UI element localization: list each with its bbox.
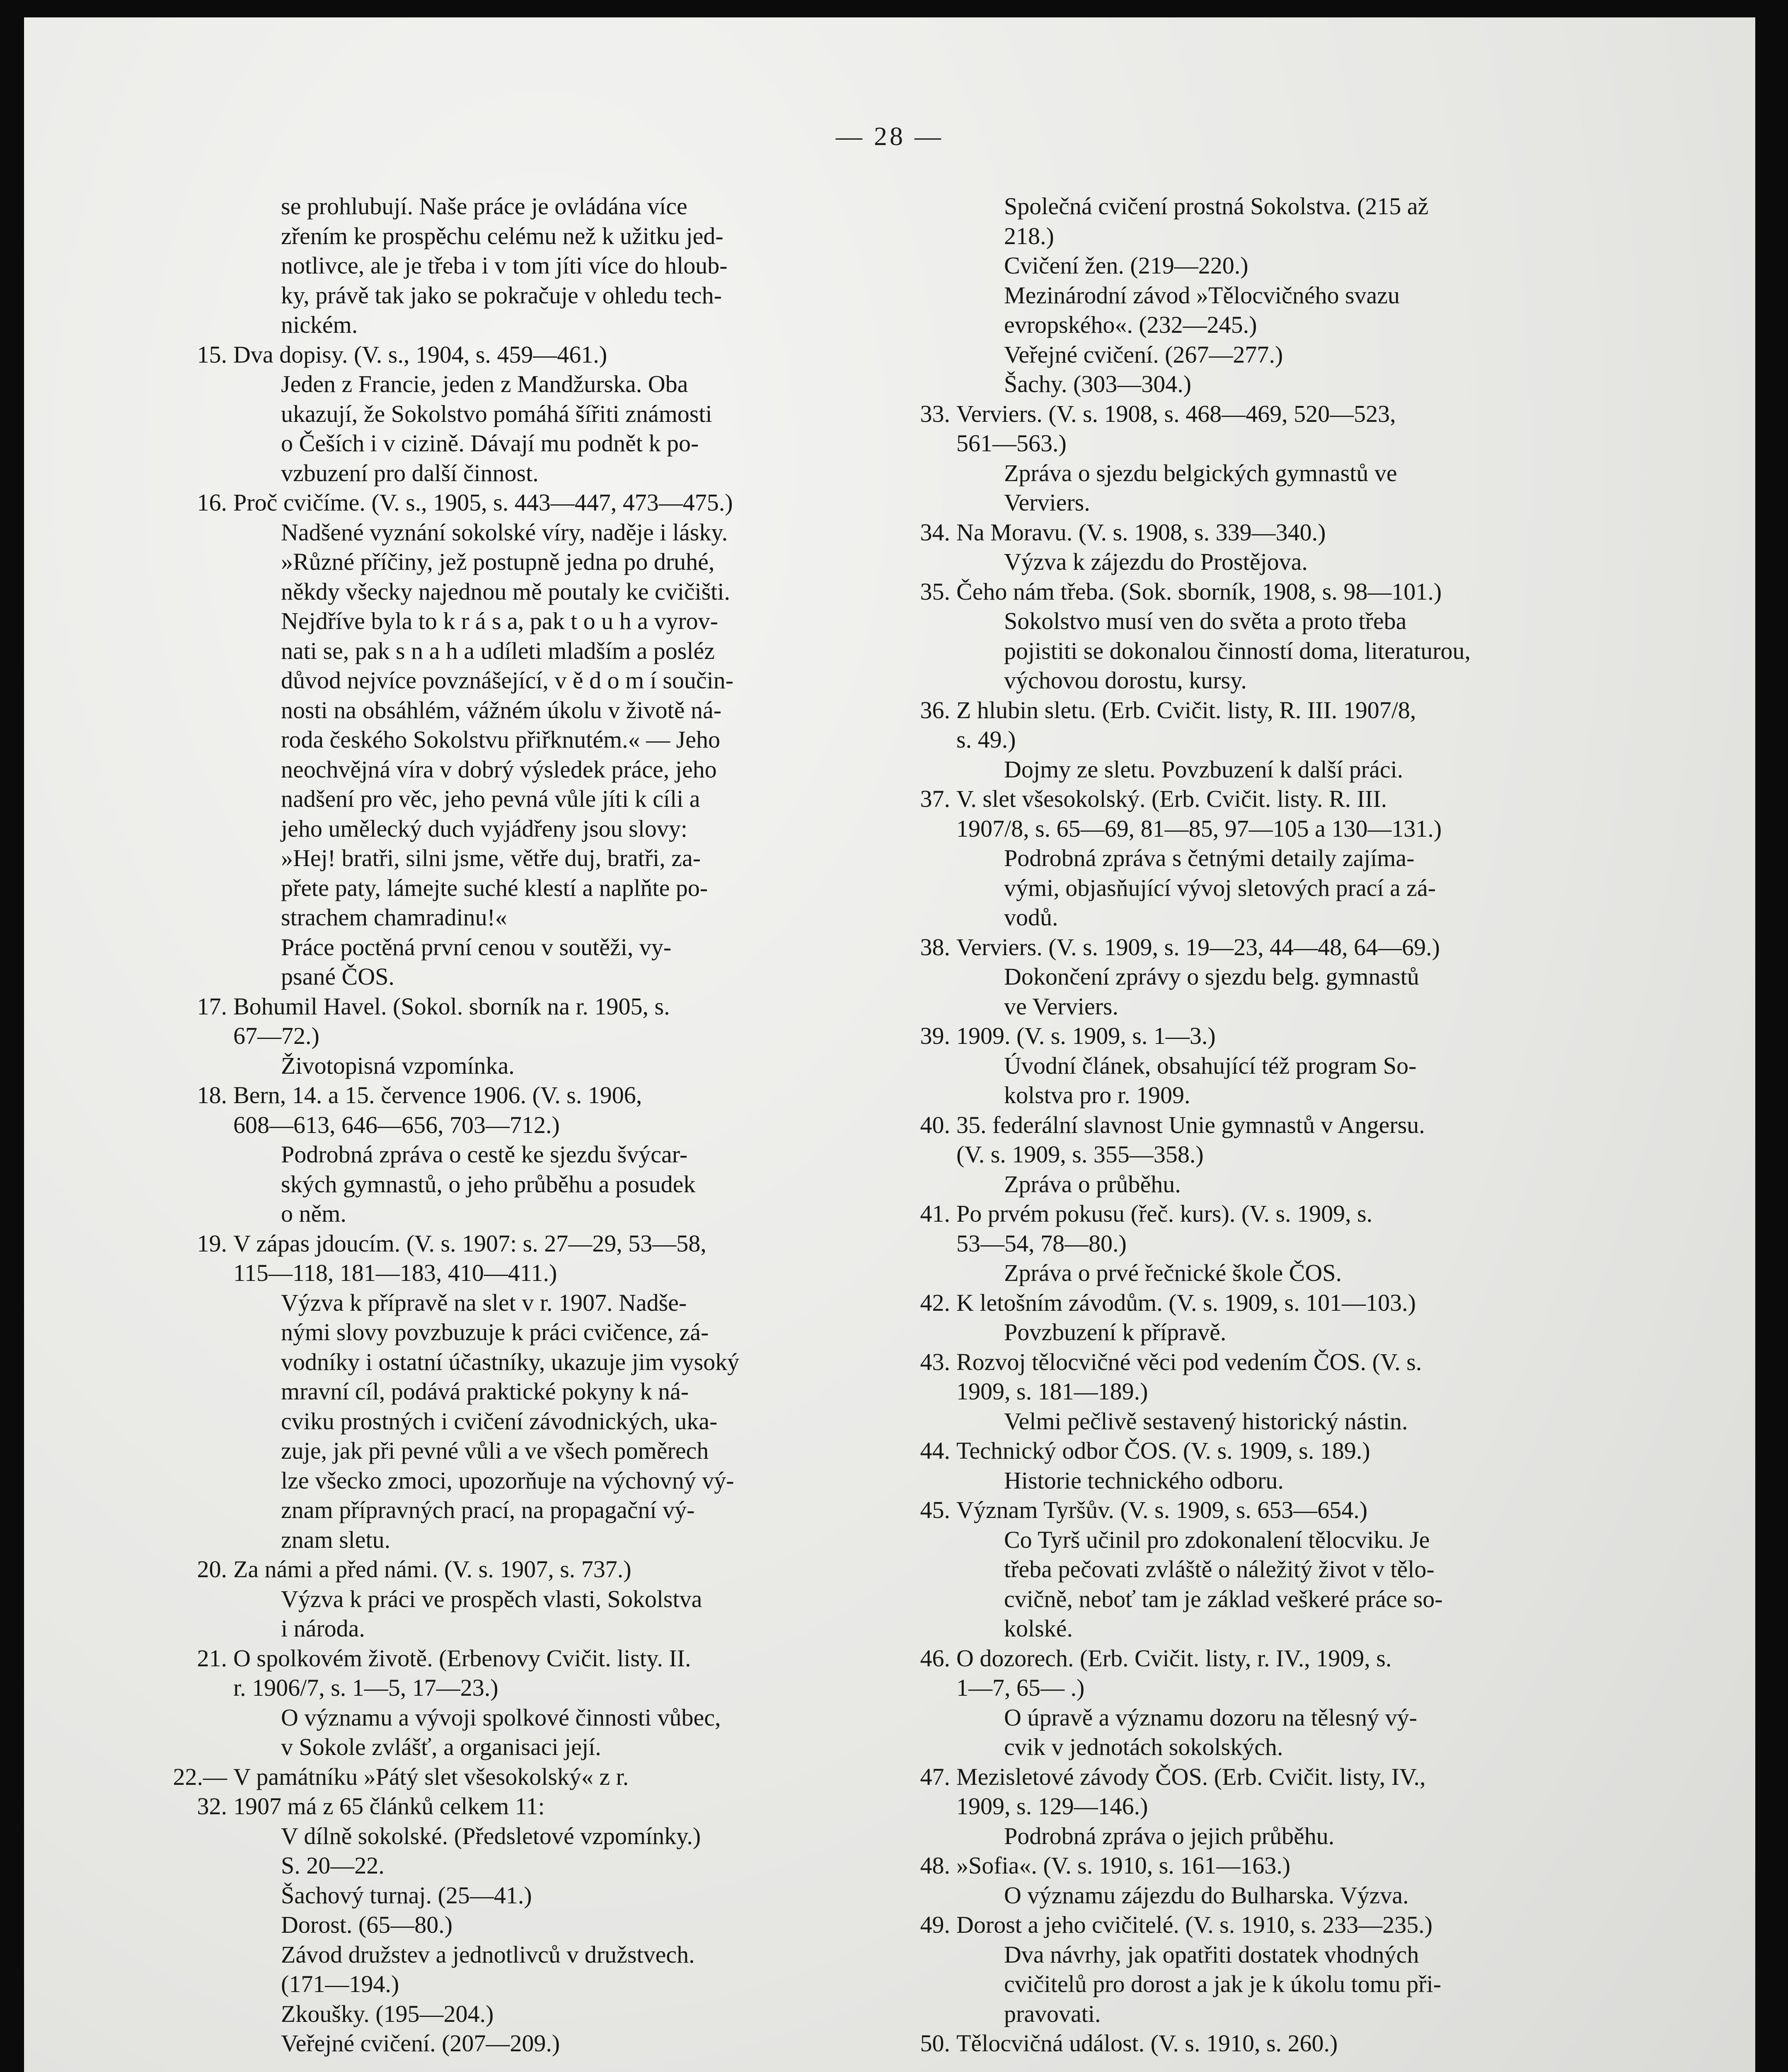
entry-description-line: neochvějná víra v dobrý výsledek práce, jeho — [281, 755, 717, 783]
entry-number: 44. — [920, 1437, 950, 1464]
entry-description-line: vzbuzení pro další činnost. — [281, 459, 539, 487]
entry-number: 22.—32. — [173, 1763, 227, 1820]
entry-number: 46. — [920, 1644, 950, 1672]
entry-number: 18. — [197, 1082, 227, 1109]
entry-description-line: přete paty, lámejte suché klestí a naplňte po- — [281, 874, 708, 901]
entry-description-line: Nejdříve byla to k r á s a, pak t o u h a vyrov- — [281, 608, 718, 634]
entry-description-line: Veřejné cvičení. (207—209.) — [281, 2030, 560, 2057]
entry-description-line: lze všecko zmoci, upozorňuje na výchovný vý- — [281, 1467, 734, 1494]
bibliography-entry — [920, 1199, 1668, 1288]
entry-description-line: nými slovy povzbuzuje k práci cvičence, zá- — [281, 1319, 709, 1346]
continuation-line: ky, právě tak jako se pokračuje v ohledu tech- — [281, 281, 722, 309]
entry-description-line: Zpráva o sjezdu belgických gymnastů ve — [1004, 459, 1397, 487]
entry-number: 19. — [197, 1230, 227, 1257]
entry-title-line: Bohumil Havel. (Sokol. sborník na r. 1905, s. — [233, 992, 670, 1020]
entry-title-line: 1—7, 65— .) — [956, 1674, 1085, 1701]
entry-title-line: Rozvoj tělocvičné věci pod vedením ČOS. (V. s. — [956, 1348, 1422, 1375]
continuation-line: Šachy. (303—304.) — [1004, 370, 1192, 397]
continuation-line: Cvičení žen. (219—220.) — [1004, 252, 1248, 279]
entry-description-line: kolské. — [1004, 1615, 1073, 1642]
entry-description-line: Výzva k zájezdu do Prostějova. — [1004, 548, 1308, 575]
entry-description-line: znam přípravných prací, na propagační vý- — [281, 1496, 695, 1523]
continuation-line: Veřejné cvičení. (267—277.) — [1004, 341, 1283, 368]
entry-number: 45. — [920, 1496, 950, 1523]
entry-number: 35. — [920, 578, 950, 605]
bibliography-entry — [920, 932, 1668, 1021]
entry-description-line: Zpráva o průběhu. — [1004, 1170, 1181, 1198]
entry-description-line: Závod družstev a jednotlivců v družstvech. — [281, 1941, 695, 1968]
entry-number: 38. — [920, 933, 950, 961]
entry-description-line: vodů. — [1004, 904, 1058, 931]
continuation-line: zřením ke prospěchu celému než k užitku jed- — [281, 222, 723, 249]
entry-title-line: s. 49.) — [956, 726, 1016, 753]
entry-title-line: Po prvém pokusu (řeč. kurs). (V. s. 1909, s. — [956, 1200, 1373, 1227]
bibliography-entry — [920, 1436, 1668, 1495]
entry-description-line: v Sokole zvlášť, a organisaci její. — [281, 1733, 601, 1760]
entry-description-line: ukazují, že Sokolstvo pomáhá šířiti známosti — [281, 400, 712, 427]
entry-description-line: zuje, jak při pevné vůli a ve všech poměrech — [281, 1437, 709, 1464]
entry-title-line: 1907 má z 65 článků celkem 11: — [233, 1793, 545, 1820]
entry-description-line: Jeden z Francie, jeden z Mandžurska. Oba — [281, 370, 688, 397]
entry-title-line: V zápas jdoucím. (V. s. 1907: s. 27—29, 53—58, — [233, 1230, 706, 1257]
entry-number: 50. — [920, 2030, 950, 2057]
entry-title-line: O dozorech. (Erb. Cvičit. listy, r. IV., 1909, s. — [956, 1644, 1392, 1672]
entry-description-line: Historie technického odboru. — [1004, 1467, 1284, 1494]
entry-description-line: O úpravě a významu dozoru na tělesný vý- — [1004, 1704, 1417, 1731]
entry-description-line: někdy všecky najednou mě poutaly ke cvičišti. — [281, 578, 730, 605]
page-number: — 28 — — [836, 121, 944, 151]
entry-description-line: ských gymnastů, o jeho průběhu a posudek — [281, 1170, 696, 1198]
bibliography-entry — [920, 1851, 1668, 1910]
bibliography-entry — [197, 340, 937, 488]
entry-description-line: pravovati. — [1004, 2000, 1101, 2027]
entry-description-line: Velmi pečlivě sestavený historický nástin. — [1004, 1407, 1408, 1435]
entry-description-line: znam sletu. — [281, 1526, 391, 1553]
entry-description-line: cvičně, neboť tam je základ veškeré práce so- — [1004, 1585, 1443, 1612]
bibliography-entry — [197, 992, 937, 1081]
entry-number: 48. — [920, 1852, 950, 1879]
entry-title-line: Technický odbor ČOS. (V. s. 1909, s. 189.) — [956, 1437, 1370, 1464]
entry-title-line: O spolkovém životě. (Erbenovy Cvičit. listy. II. — [233, 1644, 691, 1672]
entry-description-line: O významu a vývoji spolkové činnosti vůbec, — [281, 1704, 721, 1731]
entry-description-line: Co Tyrš učinil pro zdokonalení tělocviku. Je — [1004, 1526, 1430, 1553]
entry-description-line: důvod nejvíce povznášející, v ě d o m í součin- — [281, 667, 734, 694]
entry-number: 41. — [920, 1200, 950, 1227]
continuation-line: notlivce, ale je třeba i v tom jíti více do hloub- — [281, 252, 728, 279]
entry-title-line: 1909, s. 129—146.) — [956, 1793, 1148, 1820]
entry-description-line: kolstva pro r. 1909. — [1004, 1082, 1190, 1109]
entry-description-line: Úvodní článek, obsahující též program So- — [1004, 1052, 1417, 1079]
entry-description-line: ve Verviers. — [1004, 992, 1118, 1020]
bibliography-entry — [920, 2028, 1668, 2058]
entry-description-line: Zkoušky. (195—204.) — [281, 2000, 494, 2027]
entry-description-line: Dorost. (65—80.) — [281, 1911, 453, 1938]
entry-description-line: nosti na obsáhlém, vážném úkolu v životě ná- — [281, 696, 722, 724]
bibliography-entry — [173, 1762, 937, 2058]
entry-title-line: Bern, 14. a 15. července 1906. (V. s. 1906, — [233, 1082, 642, 1109]
entry-title-line: V památníku »Pátý slet všesokolský« z r. — [233, 1763, 629, 1790]
bibliography-entry — [920, 1288, 1668, 1347]
document-page — [24, 17, 1755, 2072]
entry-title-line: Na Moravu. (V. s. 1908, s. 339—340.) — [956, 518, 1326, 546]
bibliography-entry — [920, 399, 1668, 518]
entry-title-line: Čeho nám třeba. (Sok. sborník, 1908, s. 98—101.) — [956, 578, 1442, 605]
entry-description-line: Práce poctěná první cenou v soutěži, vy- — [281, 933, 672, 961]
entry-title-line: Verviers. (V. s. 1908, s. 468—469, 520—523, — [956, 400, 1396, 427]
entry-title-line: 1909. (V. s. 1909, s. 1—3.) — [956, 1022, 1216, 1049]
entry-description-line: vými, objasňující vývoj sletových prací a zá- — [1004, 874, 1436, 901]
entry-number: 16. — [197, 489, 227, 516]
entry-number: 33. — [920, 400, 950, 427]
continuation-line: Společná cvičení prostná Sokolstva. (215 až — [1004, 193, 1429, 220]
entry-number: 43. — [920, 1348, 950, 1375]
entry-title-line: (V. s. 1909, s. 355—358.) — [956, 1141, 1204, 1168]
bibliography-entry — [197, 488, 937, 992]
bibliography-entry — [197, 1644, 937, 1762]
entry-title-line: 1907/8, s. 65—69, 81—85, 97—105 a 130—131.) — [956, 815, 1442, 842]
entry-title-line: 35. federální slavnost Unie gymnastů v Angersu. — [956, 1111, 1425, 1138]
entry-number: 49. — [920, 1911, 950, 1938]
bibliography-entry — [920, 1110, 1668, 1199]
entry-description-line: Dva návrhy, jak opatřiti dostatek vhodných — [1004, 1941, 1419, 1968]
bibliography-entry — [920, 1021, 1668, 1110]
entry-title-line: 53—54, 78—80.) — [956, 1230, 1127, 1257]
entry-title-line: 1909, s. 181—189.) — [956, 1378, 1148, 1405]
continuation-line: evropského«. (232—245.) — [1004, 311, 1257, 338]
bibliography-entry — [920, 1644, 1668, 1762]
continuation-line: se prohlubují. Naše práce je ovládána více — [281, 193, 687, 220]
entry-description-line: pojistiti se dokonalou činností doma, literaturou, — [1004, 637, 1471, 664]
entry-description-line: výchovou dorostu, kursy. — [1004, 667, 1247, 694]
entry-title-line: Za námi a před námi. (V. s. 1907, s. 737.) — [233, 1556, 631, 1583]
bibliography-entry — [197, 1080, 937, 1229]
entry-number: 20. — [197, 1556, 227, 1583]
entry-number: 36. — [920, 696, 950, 724]
entry-title-line: V. slet všesokolský. (Erb. Cvičit. listy. R. III. — [956, 785, 1387, 812]
entry-title-line: K letošním závodům. (V. s. 1909, s. 101—103.) — [956, 1289, 1416, 1316]
bibliography-entry — [920, 518, 1668, 577]
entry-description-line: Dokončení zprávy o sjezdu belg. gymnastů — [1004, 963, 1419, 990]
continuation-line: Mezinárodní závod »Tělocvičného svazu — [1004, 281, 1400, 309]
entry-title-line: Verviers. (V. s. 1909, s. 19—23, 44—48, 64—69.) — [956, 933, 1440, 961]
entry-description-line: o Češích i v cizině. Dávají mu podnět k po- — [281, 430, 699, 457]
entry-description-line: Verviers. — [1004, 489, 1090, 516]
entry-description-line: Podrobná zpráva o jejich průběhu. — [1004, 1822, 1335, 1849]
entry-description-line: o něm. — [281, 1200, 346, 1227]
entry-description-line: roda českého Sokolstvu přiřknutém.« — Jeho — [281, 726, 720, 753]
entry-description-line: S. 20—22. — [281, 1852, 385, 1879]
entry-title-line: »Sofia«. (V. s. 1910, s. 161—163.) — [956, 1852, 1291, 1879]
entry-title-line: Dorost a jeho cvičitelé. (V. s. 1910, s. 233—235.) — [956, 1911, 1433, 1938]
entry-description-line: Životopisná vzpomínka. — [281, 1052, 515, 1079]
entry-number: 17. — [197, 992, 227, 1020]
entry-description-line: (171—194.) — [281, 1970, 399, 1997]
entry-title-line: 608—613, 646—656, 703—712.) — [233, 1111, 560, 1138]
bibliography-entry — [920, 695, 1668, 784]
entry-title-line: Tělocvičná událost. (V. s. 1910, s. 260.) — [956, 2030, 1338, 2057]
bibliography-entry — [920, 1347, 1668, 1436]
entry-description-line: cviku prostných i cvičení závodnických, uka- — [281, 1407, 718, 1435]
entry-number: 39. — [920, 1022, 950, 1049]
entry-title-line: Mezisletové závody ČOS. (Erb. Cvičit. listy, IV., — [956, 1763, 1426, 1790]
entry-number: 15. — [197, 341, 227, 368]
entry-title-line: Význam Tyršův. (V. s. 1909, s. 653—654.) — [956, 1496, 1368, 1523]
entry-description-line: Výzva k práci ve prospěch vlasti, Sokolstva — [281, 1585, 702, 1612]
right-column — [920, 191, 1668, 2058]
entry-description-line: Nadšené vyznání sokolské víry, naděje i lásky. — [281, 518, 728, 546]
entry-title-line: Dva dopisy. (V. s., 1904, s. 459—461.) — [233, 341, 607, 368]
entry-number: 21. — [197, 1644, 227, 1672]
bibliography-entry — [197, 1229, 937, 1555]
entry-title-line: 67—72.) — [233, 1022, 319, 1049]
entry-description-line: Sokolstvo musí ven do světa a proto třeba — [1004, 608, 1407, 634]
entry-description-line: Dojmy ze sletu. Povzbuzení k další práci. — [1004, 755, 1403, 783]
entry-description-line: psané ČOS. — [281, 963, 394, 990]
bibliography-entry — [920, 577, 1668, 695]
left-column — [173, 191, 937, 2058]
entry-description-line: »Hej! bratři, silni jsme, větře duj, bratři, za- — [281, 845, 701, 871]
entry-description-line: Výzva k přípravě na slet v r. 1907. Nadše- — [281, 1289, 687, 1316]
entry-description-line: třeba pečovati zvláště o náležitý život v tělo- — [1004, 1556, 1435, 1583]
entry-description-line: i národa. — [281, 1615, 365, 1642]
entry-description-line: Podrobná zpráva o cestě ke sjezdu švýcar- — [281, 1141, 688, 1168]
entry-description-line: strachem chamradinu!« — [281, 904, 507, 931]
entry-title-line: 561—563.) — [956, 430, 1067, 457]
entry-title-line: 115—118, 181—183, 410—411.) — [233, 1259, 557, 1286]
continuation-line: nickém. — [281, 311, 358, 338]
entry-number: 37. — [920, 785, 950, 812]
entry-description-line: jeho umělecký duch vyjádřeny jsou slovy: — [281, 815, 687, 842]
entry-description-line: cvik v jednotách sokolských. — [1004, 1733, 1283, 1760]
entry-description-line: nati se, pak s n a h a udíleti mladším a posléz — [281, 637, 715, 664]
entry-description-line: Povzbuzení k přípravě. — [1004, 1319, 1227, 1346]
bibliography-entry — [920, 1910, 1668, 2028]
bibliography-entry — [920, 1495, 1668, 1644]
continuation-line: 218.) — [1004, 222, 1054, 249]
entry-description-line: nadšení pro věc, jeho pevná vůle jíti k cíli a — [281, 785, 700, 812]
entry-description-line: O významu zájezdu do Bulharska. Výzva. — [1004, 1881, 1409, 1909]
entry-title-line: r. 1906/7, s. 1—5, 17—23.) — [233, 1674, 498, 1701]
entry-title-line: Z hlubin sletu. (Erb. Cvičit. listy, R. III. 1907/8, — [956, 696, 1416, 724]
entry-description-line: mravní cíl, podává praktické pokyny k ná- — [281, 1378, 689, 1405]
entry-number: 34. — [920, 518, 950, 546]
entry-number: 40. — [920, 1111, 950, 1138]
bibliography-entry — [920, 784, 1668, 932]
entry-number: 47. — [920, 1763, 950, 1790]
bibliography-entry — [920, 1762, 1668, 1851]
entry-description-line: »Různé příčiny, jež postupně jedna po druhé, — [281, 548, 715, 575]
entry-description-line: Podrobná zpráva s četnými detaily zajíma- — [1004, 845, 1415, 871]
entry-number: 42. — [920, 1289, 950, 1316]
entry-description-line: Zpráva o prvé řečnické škole ČOS. — [1004, 1259, 1342, 1286]
entry-title-line: Proč cvičíme. (V. s., 1905, s. 443—447, 473—475.) — [233, 489, 733, 516]
bibliography-entry — [197, 1554, 937, 1644]
entry-description-line: V dílně sokolské. (Předsletové vzpomínky.) — [281, 1822, 701, 1849]
entry-description-line: Šachový turnaj. (25—41.) — [281, 1881, 532, 1909]
entry-description-line: cvičitelů pro dorost a jak je k úkolu tomu při- — [1004, 1970, 1442, 1997]
entry-description-line: vodníky i ostatní účastníky, ukazuje jim vysoký — [281, 1348, 740, 1375]
